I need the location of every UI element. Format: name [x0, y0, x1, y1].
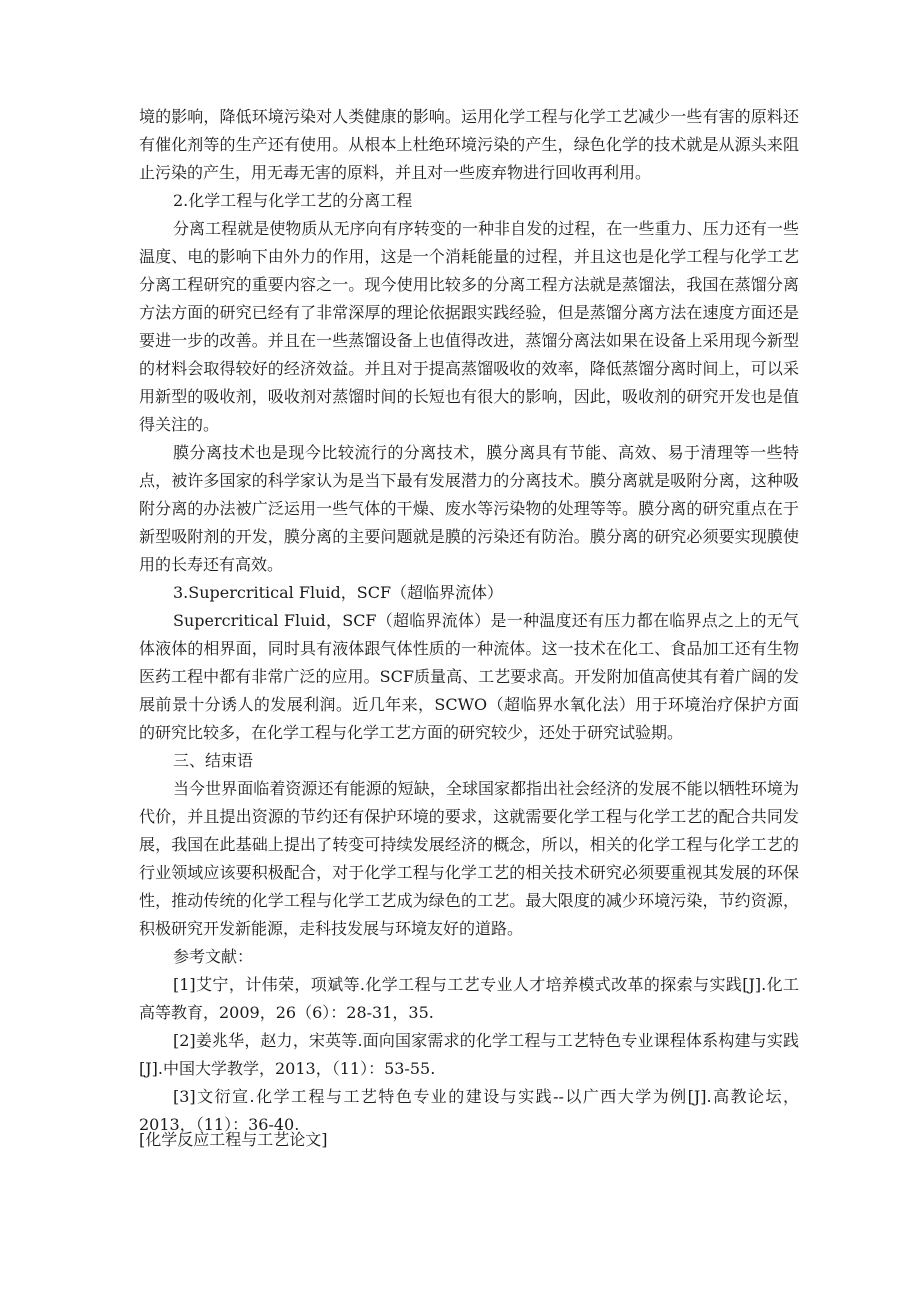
footer-title: [化学反应工程与工艺论文]: [139, 1130, 328, 1149]
section-heading-scf: 3.Supercritical Fluid，SCF（超临界流体）: [173, 583, 504, 602]
paragraph-scf: Supercritical Fluid，SCF（超临界流体）是一种温度还有压力都在临界点之上的无气体液体的相界面，同时具有液体跟气体性质的一种流体。这一技术在化工、食品加工还有生物医药工程中都有非常广泛的应用。SCF质量高、工艺要求高。开发附加值高使其有着广阔的发展前景十分诱人的发展利润。近几年来，SCWO（超临界水氧化法）用于环境治疗保护方面的研究比较多，在化学工程与化学工艺方面的研究较少，还处于研究试验期。: [139, 611, 799, 742]
reference-item: [1]艾宁，计伟荣，项斌等.化学工程与工艺专业人才培养模式改革的探索与实践[J].化工高等教育，2009，26（6）：28-31，35.: [139, 975, 799, 1022]
intro-paragraph: 境的影响，降低环境污染对人类健康的影响。运用化学工程与化学工艺减少一些有害的原料还有催化剂等的生产还有使用。从根本上杜绝环境污染的产生，绿色化学的技术就是从源头来阻止污染的产生，用无毒无害的原料，并且对一些废弃物进行回收再利用。: [139, 107, 799, 182]
reference-item: [3]文衍宣.化学工程与工艺特色专业的建设与实践--以广西大学为例[J].高教论坛，2013，（11）：36-40.: [139, 1087, 799, 1134]
paragraph-separation-engineering: 分离工程就是使物质从无序向有序转变的一种非自发的过程，在一些重力、压力还有一些温度、电的影响下由外力的作用，这是一个消耗能量的过程，并且这也是化学工程与化学工艺分离工程研究的重要内容之一。现今使用比较多的分离工程方法就是蒸馏法，我国在蒸馏分离方法方面的研究已经有了非常深厚的理论依据跟实践经验，但是蒸馏分离方法在速度方面还是要进一步的改善。并且在一些蒸馏设备上也值得改进，蒸馏分离法如果在设备上采用现今新型的材料会取得较好的经济效益。并且对于提高蒸馏吸收的效率，降低蒸馏分离时间上，可以采用新型的吸收剂，吸收剂对蒸馏时间的长短也有很大的影响，因此，吸收剂的研究开发也是值得关注的。: [139, 219, 799, 434]
section-heading-separation: 2.化学工程与化学工艺的分离工程: [173, 191, 413, 210]
references-heading: 参考文献：: [173, 947, 254, 966]
paragraph-membrane-separation: 膜分离技术也是现今比较流行的分离技术，膜分离具有节能、高效、易于清理等一些特点，被许多国家的科学家认为是当下最有发展潜力的分离技术。膜分离就是吸附分离，这种吸附分离的办法被广泛运用一些气体的干燥、废水等污染物的处理等等。膜分离的研究重点在于新型吸附剂的开发，膜分离的主要问题就是膜的污染还有防治。膜分离的研究必须要实现膜使用的长寿还有高效。: [139, 443, 799, 574]
section-heading-conclusion: 三、结束语: [173, 751, 254, 770]
reference-item: [2]姜兆华，赵力，宋英等.面向国家需求的化学工程与工艺特色专业课程体系构建与实践[J].中国大学教学，2013，（11）：53-55.: [139, 1031, 799, 1078]
document-body: [139, 103, 799, 1139]
paragraph-conclusion: 当今世界面临着资源还有能源的短缺，全球国家都指出社会经济的发展不能以牺牲环境为代价，并且提出资源的节约还有保护环境的要求，这就需要化学工程与化学工艺的配合共同发展，我国在此基础上提出了转变可持续发展经济的概念，所以，相关的化学工程与化学工艺的行业领域应该要积极配合，对于化学工程与化学工艺的相关技术研究必须要重视其发展的环保性，推动传统的化学工程与化学工艺成为绿色的工艺。最大限度的减少环境污染，节约资源，积极研究开发新能源，走科技发展与环境友好的道路。: [139, 779, 799, 938]
